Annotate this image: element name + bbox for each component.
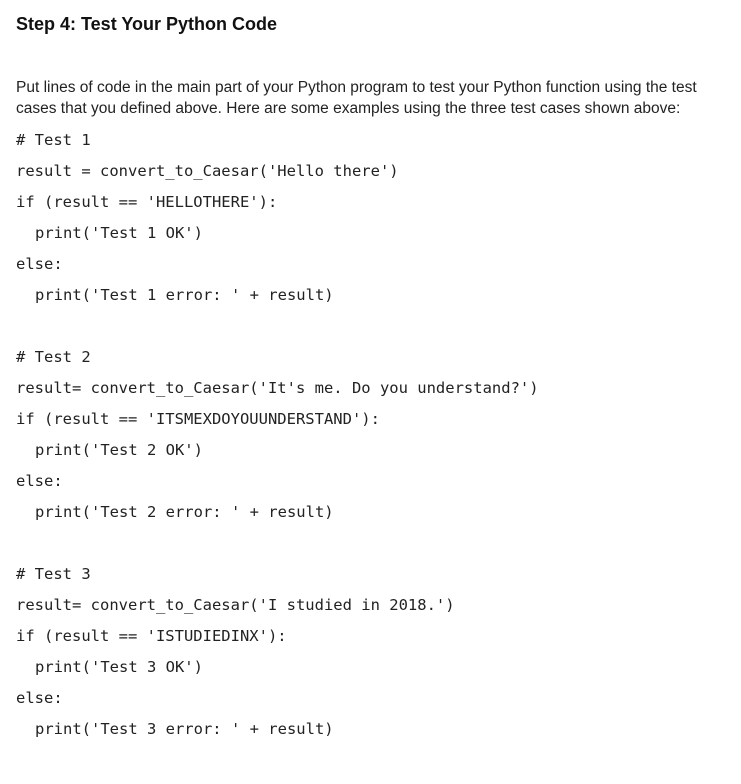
test-1-assign-line: result = convert_to_Caesar('Hello there')	[16, 162, 399, 180]
code-block	[16, 125, 721, 745]
blank-line	[16, 311, 721, 342]
test-1-ok-line: print('Test 1 OK')	[35, 224, 203, 242]
document	[16, 10, 721, 745]
test-2-ok-line: print('Test 2 OK')	[35, 441, 203, 459]
test-2-assign-line: result= convert_to_Caesar('It's me. Do you understand?')	[16, 379, 539, 397]
section-heading: Step 4: Test Your Python Code	[16, 14, 278, 34]
test-1-else-line: else:	[16, 255, 63, 273]
test-3-ok-line: print('Test 3 OK')	[35, 658, 203, 676]
test-3-if-line: if (result == 'ISTUDIEDINX'):	[16, 627, 287, 645]
test-3-else-line: else:	[16, 689, 63, 707]
test-2-else-line: else:	[16, 472, 63, 490]
test-1-if-line: if (result == 'HELLOTHERE'):	[16, 193, 278, 211]
test-2-error-line: print('Test 2 error: ' + result)	[35, 503, 334, 521]
test-3-assign-line: result= convert_to_Caesar('I studied in 2018.')	[16, 596, 455, 614]
test-3-error-line: print('Test 3 error: ' + result)	[35, 720, 334, 738]
test-2-if-line: if (result == 'ITSMEXDOYOUUNDERSTAND'):	[16, 410, 380, 428]
intro-paragraph: Put lines of code in the main part of your Python program to test your Python function using the test cases that you defined above. Here are some examples using the three test cases shown above:	[16, 79, 697, 117]
test-1-comment: # Test 1	[16, 131, 91, 149]
test-3-comment: # Test 3	[16, 565, 91, 583]
test-2-comment: # Test 2	[16, 348, 91, 366]
blank-line	[16, 528, 721, 559]
test-1-error-line: print('Test 1 error: ' + result)	[35, 286, 334, 304]
